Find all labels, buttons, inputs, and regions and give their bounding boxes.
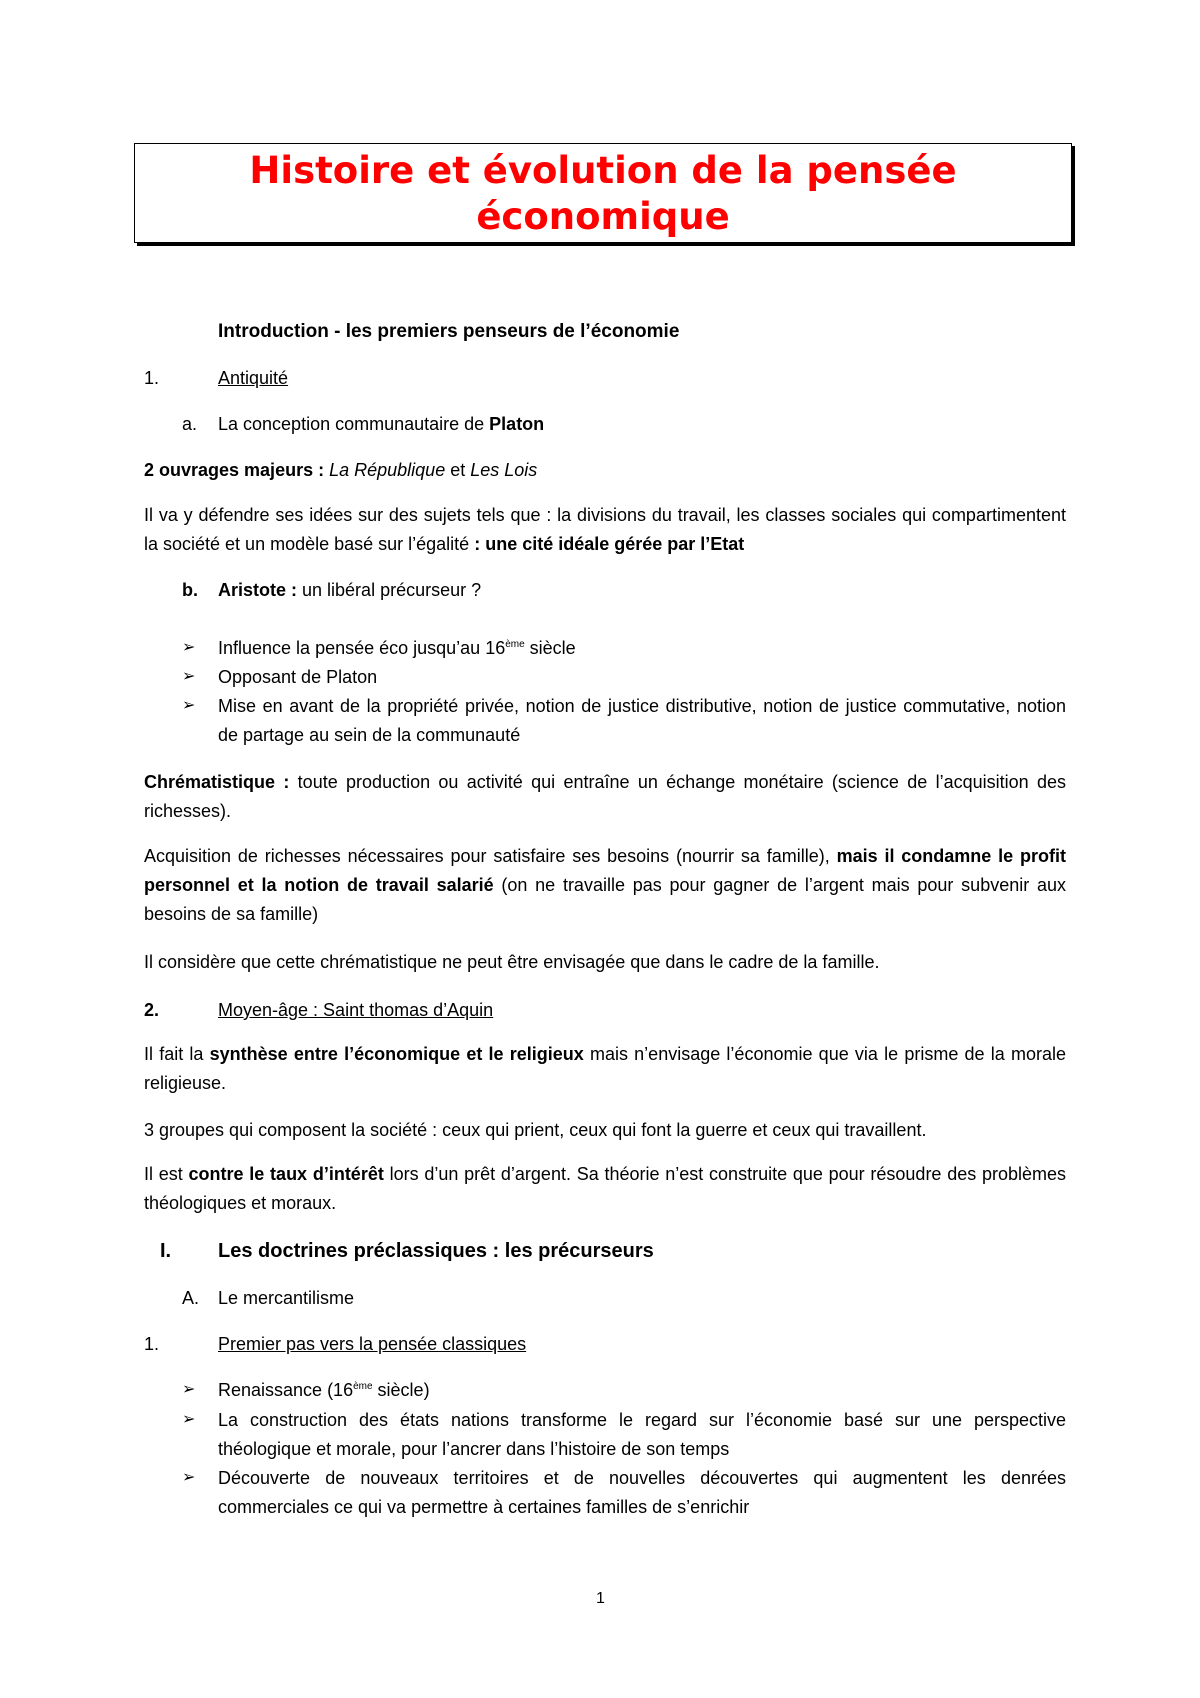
merc-bullet-3: Découverte de nouveaux territoires et de nouvelles découvertes qui augmentent les denrées commerciales ce qui va permettre à certaines familles de s’enrichir [218, 1468, 1066, 1517]
subsection-b-name: Aristote : [218, 580, 298, 600]
acquisition-bold: mais il condamne le profit personnel et la notion de travail salarié [144, 846, 1066, 895]
merc-bullet-1-sup: ème [353, 1381, 373, 1392]
interet-pre: Il est [144, 1164, 189, 1184]
merc-bullet-1-post: siècle) [372, 1380, 430, 1400]
bullet-1-post: siècle [524, 638, 576, 658]
synthese-pre: Il fait la [144, 1044, 210, 1064]
subsection-a-letter: a. [182, 414, 198, 434]
aristote-bullet-2: Opposant de Platon [218, 667, 378, 687]
acquisition-paragraph [144, 842, 1066, 929]
title-line-2: économique [476, 195, 730, 238]
aristote-bullet-3: Mise en avant de la propriété privée, notion de justice distributive, notion de justice commutative, notion de partage au sein de la communauté [218, 696, 1066, 745]
merc-bullet-1 [218, 1378, 430, 1402]
acquisition-post: (on ne travaille pas pour gagner de l’argent mais pour subvenir aux besoins de sa famille) [144, 875, 1066, 924]
part-1a-title: Le mercantilisme [218, 1288, 355, 1308]
section-1-number: 1. [144, 368, 160, 388]
interet-bold: contre le taux d’intérêt [188, 1164, 384, 1184]
intro-heading: Introduction - les premiers penseurs de l’économie [218, 321, 680, 342]
ouvrages-lead: 2 ouvrages majeurs : [144, 460, 325, 480]
interet-paragraph [144, 1160, 1066, 1218]
arrow-bullet-icon: ➢ [182, 697, 196, 714]
ouvrages-line [144, 458, 537, 482]
subsection-a-title [218, 412, 544, 436]
synthese-post: mais n’envisage l’économie que via le prisme de la morale religieuse. [144, 1044, 1067, 1093]
chrematistique-paragraph [144, 768, 1066, 826]
platon-text: Il va y défendre ses idées sur des sujets tels que : la divisions du travail, les classes sociales qui compartimentent la société et un modèle basé sur l’égalité [144, 505, 1066, 554]
part-1-number: I. [160, 1240, 172, 1262]
page-number: 1 [596, 1590, 605, 1607]
section-1-label: Antiquité [218, 368, 289, 388]
title-box [134, 143, 1072, 243]
arrow-bullet-icon: ➢ [182, 1411, 196, 1428]
bullet-1-sup: ème [505, 639, 525, 650]
subsection-a-name: Platon [489, 414, 545, 434]
part-1-title: Les doctrines préclassiques : les précurseurs [218, 1240, 654, 1262]
arrow-bullet-icon: ➢ [182, 1469, 196, 1486]
title-line-1: Histoire et évolution de la pensée [249, 149, 957, 192]
section-3-number: 1. [144, 1334, 160, 1354]
section-2-label: Moyen-âge : Saint thomas d’Aquin [218, 1000, 494, 1020]
part-1a-letter: A. [182, 1288, 200, 1308]
chrematistique-term: Chrématistique : [144, 772, 290, 792]
section-3-label: Premier pas vers la pensée classiques [218, 1334, 527, 1354]
section-2-number: 2. [144, 1000, 160, 1020]
arrow-bullet-icon: ➢ [182, 639, 196, 656]
chrematistique-text: toute production ou activité qui entraîne un échange monétaire (science de l’acquisition des richesses). [144, 772, 1067, 821]
subsection-b-letter: b. [182, 580, 198, 600]
groupes-paragraph: 3 groupes qui composent la société : ceux qui prient, ceux qui font la guerre et ceux qui travaillent. [144, 1120, 927, 1140]
merc-bullet-1-text: Renaissance (16 [218, 1380, 354, 1400]
platon-bold: : une cité idéale gérée par l’Etat [474, 534, 745, 554]
subsection-a-text: La conception communautaire de [218, 414, 490, 434]
book-republique: La République [329, 460, 446, 480]
book-lois: Les Lois [470, 460, 538, 480]
acquisition-pre: Acquisition de richesses nécessaires pour satisfaire ses besoins (nourrir sa famille), [144, 846, 837, 866]
interet-post: lors d’un prêt d’argent. Sa théorie n’est construite que pour résoudre des problèmes théologiques et moraux. [144, 1164, 1067, 1213]
arrow-bullet-icon: ➢ [182, 668, 196, 685]
synthese-bold: synthèse entre l’économique et le religieux [209, 1044, 584, 1064]
aristote-bullet-1 [218, 636, 576, 660]
merc-bullet-2: La construction des états nations transforme le regard sur l’économie basé sur une perspective théologique et morale, pour l’ancrer dans l’histoire de son temps [218, 1410, 1066, 1459]
arrow-bullet-icon: ➢ [182, 1381, 196, 1398]
synthese-paragraph [144, 1040, 1066, 1098]
platon-paragraph [144, 501, 1066, 559]
considere-paragraph: Il considère que cette chrématistique ne peut être envisagée que dans le cadre de la famille. [144, 952, 880, 972]
bullet-1-text: Influence la pensée éco jusqu’au 16 [218, 638, 506, 658]
subsection-b-text: un libéral précurseur ? [297, 580, 482, 600]
ouvrages-et: et [445, 460, 471, 480]
subsection-b-title [218, 578, 481, 602]
